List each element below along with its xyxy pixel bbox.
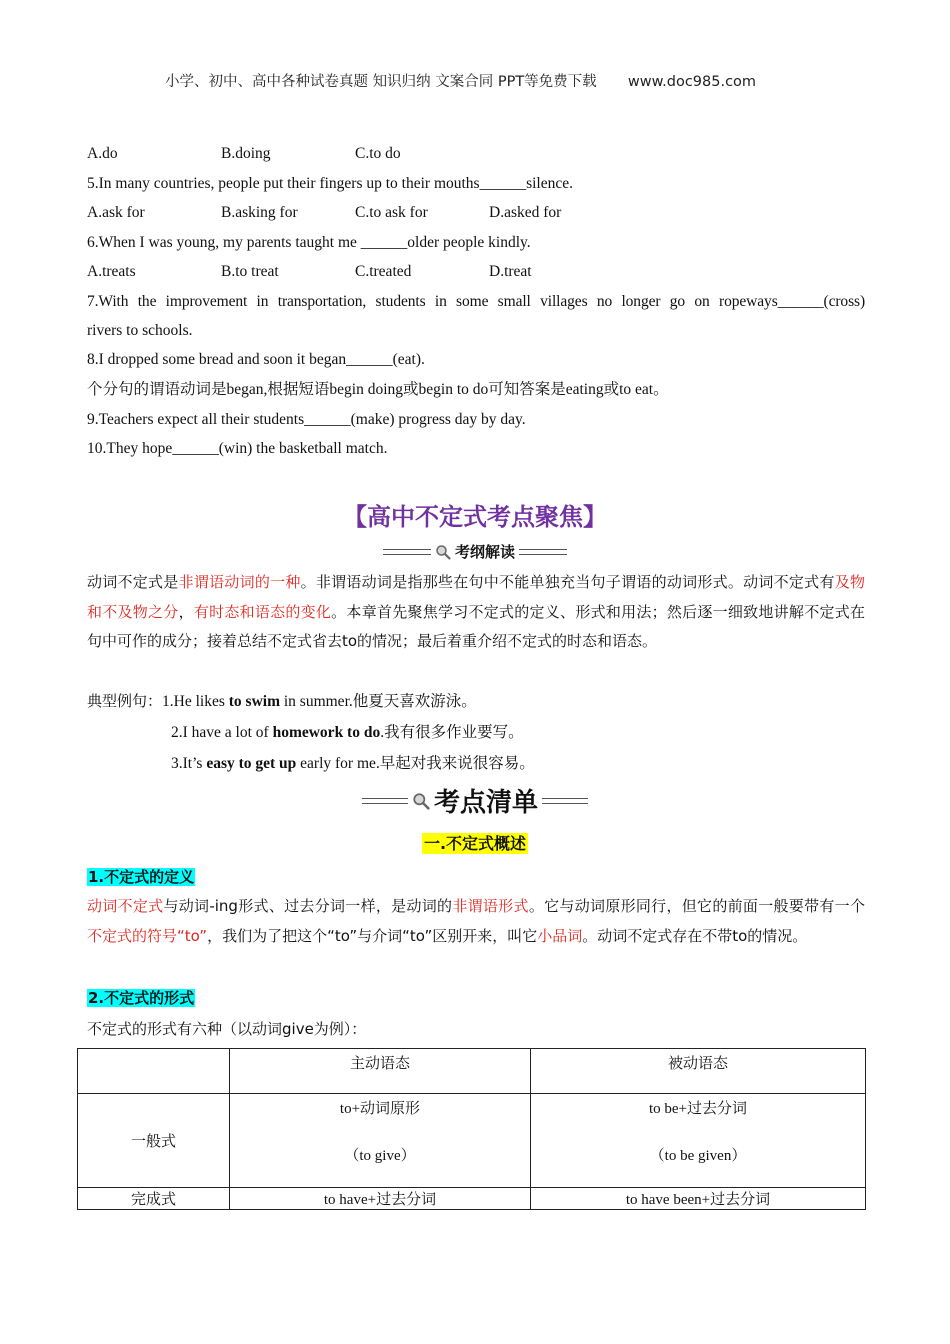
cell-perfect-passive: to have been+过去分词 (531, 1188, 866, 1210)
definition-heading: 1.不定式的定义 (88, 868, 195, 886)
simple-active-formula: to+动词原形 (339, 1101, 421, 1117)
page-header (165, 70, 756, 91)
q4-option-c: C.to do (355, 145, 401, 162)
question-6: 6.When I was young, my parents taught me ______older people kindly. (87, 234, 531, 251)
table-row (78, 1188, 866, 1210)
outline-text-3: ， (178, 602, 194, 621)
question-7-line2: rivers to schools. (87, 322, 193, 339)
q5-option-a: A.ask for (87, 204, 145, 221)
outline-text-4: 。本章首先聚焦学习不定式的定义、形式和用法；然后逐一细致地讲解不定式在句中可作的成分；接着总结不定式省去to的情况；最后着重介绍不定式的时态和语态。 (87, 602, 865, 650)
example-3-text-a: 3.It’s (171, 755, 207, 772)
checklist-heading: 考点清单 (433, 788, 538, 818)
double-rule-right-2 (542, 798, 588, 804)
outline-text-2: 。非谓语动词是指那些在句中不能单独充当句子谓语的动词形式。动词不定式有 (300, 573, 835, 591)
outline-heading: 考纲解读 (454, 543, 515, 561)
table-header-passive: 被动语态 (531, 1049, 866, 1094)
outline-red-2: 及物和不及物之分 (87, 573, 865, 621)
definition-text-4: 。动词不定式存在不带to的情况。 (582, 926, 808, 945)
row-label-simple: 一般式 (78, 1094, 230, 1188)
double-rule-left-2 (362, 798, 408, 804)
example-2 (171, 720, 524, 742)
q6-option-d: D.treat (489, 263, 532, 280)
section-title: 【高中不定式考点聚焦】 (343, 503, 607, 531)
outline-red-3: 有时态和语态的变化 (193, 602, 332, 621)
header-text: 小学、初中、高中各种试卷真题 知识归纳 文案合同 PPT等免费下载 (165, 74, 597, 90)
table-corner-cell (78, 1049, 230, 1094)
outline-heading-row (0, 541, 950, 562)
example-1 (87, 689, 477, 711)
simple-passive-example: （to be given） (649, 1148, 747, 1164)
example-1-text-a: 1.He likes (162, 693, 229, 710)
question-8: 8.I dropped some bread and soon it began______(eat). (87, 351, 425, 368)
q5-option-c: C.to ask for (355, 204, 428, 221)
checklist-heading-row (0, 782, 950, 819)
q6-option-a: A.treats (87, 263, 136, 280)
q4-option-a: A.do (87, 145, 118, 162)
question-5: 5.In many countries, people put their fingers up to their mouths______silence. (87, 175, 573, 192)
form-heading-row (87, 987, 195, 1008)
definition-red-1: 动词不定式 (87, 897, 164, 915)
q4-option-b: B.doing (221, 145, 271, 162)
simple-active-example: （to give） (344, 1148, 416, 1164)
q6-option-c: C.treated (355, 263, 412, 280)
double-rule-left (383, 549, 431, 555)
double-rule-right (519, 549, 567, 555)
definition-text-1: 与动词-ing形式、过去分词一样，是动词的 (163, 897, 453, 915)
definition-text-3: ，我们为了把这个“to”与介词“to”区别开来，叫它 (207, 926, 538, 945)
definition-text-2: 。它与动词原形同行，但它的前面一般要带有一个 (528, 897, 865, 915)
definition-heading-row (87, 866, 195, 887)
row-label-perfect: 完成式 (78, 1188, 230, 1210)
outline-text-1: 动词不定式是 (87, 573, 179, 591)
question-7-line1: 7.With the improvement in transportation, students in some small villages no longer go on ropeways______(cross) (87, 293, 865, 310)
magnifier-icon-2 (412, 792, 430, 810)
q5-option-b: B.asking for (221, 204, 298, 221)
question-9: 9.Teachers expect all their students______(make) progress day by day. (87, 411, 526, 428)
simple-passive-formula: to be+过去分词 (648, 1101, 748, 1117)
definition-red-3: 不定式的符号“to” (87, 926, 208, 945)
outline-paragraph (87, 568, 865, 657)
table-header-row (78, 1049, 866, 1094)
cell-simple-passive (531, 1094, 866, 1188)
example-2-text-a: 2.I have a lot of (171, 724, 273, 741)
form-heading: 2.不定式的形式 (88, 989, 195, 1007)
header-url: www.doc985.com (627, 74, 757, 90)
subheading-overview: 一.不定式概述 (423, 834, 527, 853)
magnifier-icon (435, 544, 451, 560)
outline-red-1: 非谓语动词的一种 (178, 573, 301, 591)
q5-option-d: D.asked for (489, 204, 562, 221)
example-2-bold: homework to do (272, 724, 381, 741)
cell-perfect-active: to have+过去分词 (230, 1188, 531, 1210)
q6-option-b: B.to treat (221, 263, 279, 280)
table-row (78, 1094, 866, 1188)
cell-simple-active (230, 1094, 531, 1188)
example-3-bold: easy to get up (206, 755, 297, 772)
definition-red-4: 小品词 (537, 926, 583, 945)
definition-paragraph (87, 892, 865, 951)
example-1-text-c: in summer.他夏天喜欢游泳。 (279, 693, 477, 710)
example-2-text-c: .我有很多作业要写。 (380, 724, 524, 741)
question-10: 10.They hope______(win) the basketball match. (87, 440, 388, 457)
definition-red-2: 非谓语形式 (452, 897, 529, 915)
example-3-text-c: early for me.早起对我来说很容易。 (296, 755, 535, 772)
form-intro: 不定式的形式有六种（以动词give为例）： (87, 1020, 367, 1038)
table-header-active: 主动语态 (230, 1049, 531, 1094)
infinitive-forms-table (77, 1048, 866, 1210)
question-8-note: 个分句的谓语动词是began,根据短语begin doing或begin to do可知答案是eating或to eat。 (87, 381, 669, 398)
example-3 (171, 751, 535, 773)
subheading-row (0, 831, 950, 854)
example-1-bold: to swim (228, 693, 280, 710)
examples-label: 典型例句： (87, 692, 163, 710)
